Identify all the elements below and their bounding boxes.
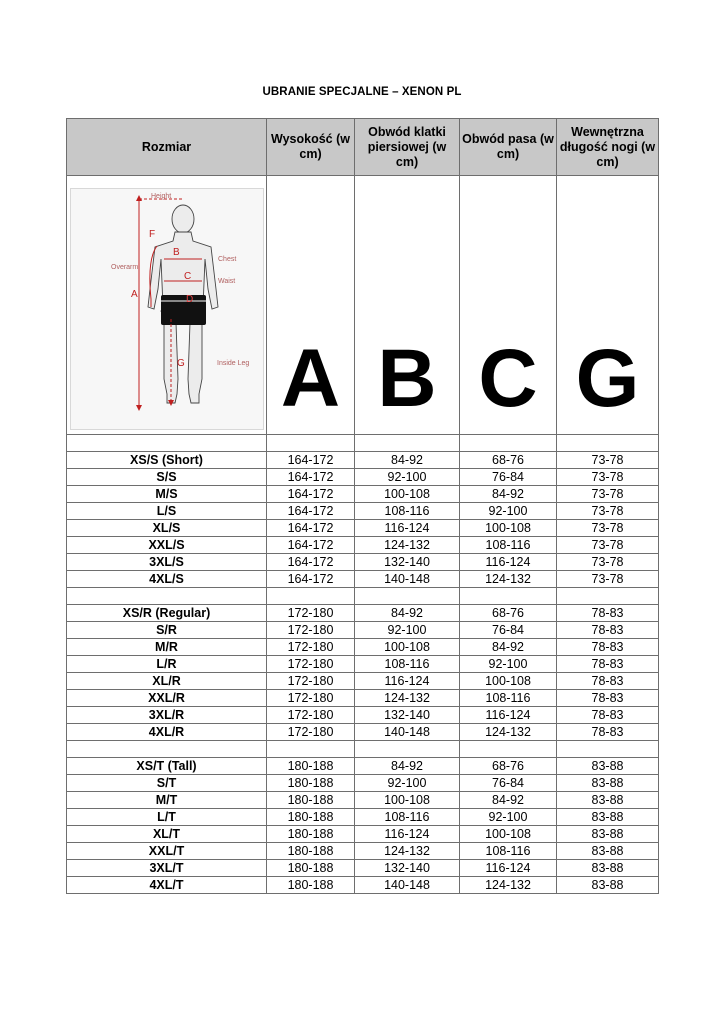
height-cell: 164-172 <box>267 452 355 469</box>
figure-label-inside-leg: Inside Leg <box>216 360 249 367</box>
size-cell: XXL/T <box>67 843 267 860</box>
size-cell: XS/S (Short) <box>67 452 267 469</box>
waist-cell: 124-132 <box>460 877 557 894</box>
chest-cell: 116-124 <box>355 520 460 537</box>
height-cell: 180-188 <box>267 775 355 792</box>
size-cell: XS/R (Regular) <box>67 605 267 622</box>
spacer-cell <box>267 435 355 452</box>
chest-cell: 92-100 <box>355 622 460 639</box>
header-waist: Obwód pasa (w cm) <box>460 119 557 176</box>
table-row <box>67 707 659 724</box>
spacer-cell <box>355 588 460 605</box>
figure-letter-f: F <box>148 229 155 240</box>
inside-leg-cell: 83-88 <box>557 758 659 775</box>
height-cell: 164-172 <box>267 486 355 503</box>
waist-cell: 108-116 <box>460 537 557 554</box>
chest-cell: 92-100 <box>355 469 460 486</box>
waist-cell: 108-116 <box>460 843 557 860</box>
size-cell: 4XL/T <box>67 877 267 894</box>
chest-cell: 108-116 <box>355 809 460 826</box>
body-figure-illustration <box>71 189 263 429</box>
waist-cell: 68-76 <box>460 758 557 775</box>
chest-cell: 84-92 <box>355 758 460 775</box>
big-letter-cell <box>267 176 355 435</box>
height-cell: 164-172 <box>267 503 355 520</box>
inside-leg-cell: 78-83 <box>557 656 659 673</box>
height-cell: 164-172 <box>267 571 355 588</box>
size-cell: 4XL/R <box>67 724 267 741</box>
spacer-row <box>67 741 659 758</box>
size-cell: XL/S <box>67 520 267 537</box>
measurement-diagram-row <box>67 176 659 435</box>
inside-leg-cell: 73-78 <box>557 503 659 520</box>
inside-leg-cell: 73-78 <box>557 469 659 486</box>
chest-cell: 84-92 <box>355 605 460 622</box>
chest-cell: 84-92 <box>355 452 460 469</box>
spacer-row <box>67 435 659 452</box>
size-cell: L/S <box>67 503 267 520</box>
waist-cell: 68-76 <box>460 605 557 622</box>
size-cell: M/T <box>67 792 267 809</box>
size-cell: 3XL/S <box>67 554 267 571</box>
figure-label-overarm: Overarm <box>110 264 138 271</box>
size-cell: L/R <box>67 656 267 673</box>
table-row <box>67 843 659 860</box>
spacer-cell <box>460 435 557 452</box>
spacer-cell <box>557 741 659 758</box>
inside-leg-cell: 73-78 <box>557 537 659 554</box>
height-cell: 172-180 <box>267 656 355 673</box>
inside-leg-cell: 73-78 <box>557 571 659 588</box>
inside-leg-cell: 83-88 <box>557 860 659 877</box>
height-cell: 180-188 <box>267 758 355 775</box>
waist-cell: 124-132 <box>460 571 557 588</box>
chest-cell: 100-108 <box>355 639 460 656</box>
height-cell: 180-188 <box>267 826 355 843</box>
spacer-cell <box>267 741 355 758</box>
inside-leg-cell: 83-88 <box>557 792 659 809</box>
waist-cell: 92-100 <box>460 809 557 826</box>
header-row <box>67 119 659 176</box>
waist-cell: 84-92 <box>460 792 557 809</box>
table-row <box>67 860 659 877</box>
waist-cell: 100-108 <box>460 520 557 537</box>
table-row <box>67 452 659 469</box>
size-cell: S/R <box>67 622 267 639</box>
spacer-cell <box>355 741 460 758</box>
height-cell: 164-172 <box>267 469 355 486</box>
size-cell: S/T <box>67 775 267 792</box>
table-row <box>67 503 659 520</box>
spacer-cell <box>67 588 267 605</box>
spacer-row <box>67 588 659 605</box>
inside-leg-cell: 78-83 <box>557 605 659 622</box>
big-letter-cell <box>460 176 557 435</box>
waist-cell: 116-124 <box>460 554 557 571</box>
waist-cell: 76-84 <box>460 775 557 792</box>
size-cell: 4XL/S <box>67 571 267 588</box>
spacer-cell <box>460 741 557 758</box>
inside-leg-cell: 83-88 <box>557 826 659 843</box>
figure-letter-c: C <box>183 271 191 282</box>
size-cell: XS/T (Tall) <box>67 758 267 775</box>
chest-cell: 100-108 <box>355 792 460 809</box>
chest-cell: 140-148 <box>355 877 460 894</box>
height-cell: 172-180 <box>267 605 355 622</box>
chest-cell: 108-116 <box>355 503 460 520</box>
waist-cell: 84-92 <box>460 639 557 656</box>
chest-cell: 140-148 <box>355 571 460 588</box>
table-row <box>67 826 659 843</box>
table-row <box>67 775 659 792</box>
height-cell: 180-188 <box>267 843 355 860</box>
height-cell: 172-180 <box>267 690 355 707</box>
waist-cell: 76-84 <box>460 469 557 486</box>
size-cell: L/T <box>67 809 267 826</box>
chest-cell: 124-132 <box>355 843 460 860</box>
inside-leg-cell: 73-78 <box>557 520 659 537</box>
spacer-cell <box>557 588 659 605</box>
inside-leg-cell: 73-78 <box>557 452 659 469</box>
chest-cell: 100-108 <box>355 486 460 503</box>
waist-cell: 116-124 <box>460 707 557 724</box>
height-cell: 180-188 <box>267 792 355 809</box>
chest-cell: 124-132 <box>355 537 460 554</box>
table-row <box>67 605 659 622</box>
size-cell: XL/T <box>67 826 267 843</box>
spacer-cell <box>355 435 460 452</box>
inside-leg-cell: 73-78 <box>557 486 659 503</box>
table-row <box>67 639 659 656</box>
table-row <box>67 690 659 707</box>
figure-letter-g: G <box>176 358 185 369</box>
height-cell: 180-188 <box>267 877 355 894</box>
chest-cell: 124-132 <box>355 690 460 707</box>
height-cell: 164-172 <box>267 520 355 537</box>
header-height: Wysokość (w cm) <box>267 119 355 176</box>
size-cell: M/S <box>67 486 267 503</box>
height-cell: 172-180 <box>267 724 355 741</box>
inside-leg-cell: 78-83 <box>557 690 659 707</box>
waist-cell: 100-108 <box>460 673 557 690</box>
inside-leg-cell: 78-83 <box>557 707 659 724</box>
big-letter-cell <box>557 176 659 435</box>
size-cell: 3XL/R <box>67 707 267 724</box>
height-cell: 164-172 <box>267 537 355 554</box>
header-chest: Obwód klatki piersiowej (w cm) <box>355 119 460 176</box>
height-cell: 164-172 <box>267 554 355 571</box>
inside-leg-cell: 83-88 <box>557 809 659 826</box>
table-row <box>67 673 659 690</box>
spacer-cell <box>67 435 267 452</box>
big-letter-b: B <box>377 333 437 424</box>
body-measurement-figure <box>70 188 264 430</box>
waist-cell: 68-76 <box>460 452 557 469</box>
spacer-cell <box>67 741 267 758</box>
document-title: UBRANIE SPECJALNE – XENON PL <box>262 86 462 98</box>
table-row <box>67 520 659 537</box>
table-row <box>67 486 659 503</box>
inside-leg-cell: 78-83 <box>557 724 659 741</box>
figure-letter-d: D <box>185 294 193 305</box>
table-row <box>67 809 659 826</box>
figure-letter-a: A <box>130 289 138 300</box>
size-table <box>66 118 659 894</box>
chest-cell: 132-140 <box>355 554 460 571</box>
big-letter-c: C <box>478 333 538 424</box>
waist-cell: 100-108 <box>460 826 557 843</box>
inside-leg-cell: 73-78 <box>557 554 659 571</box>
waist-cell: 124-132 <box>460 724 557 741</box>
height-cell: 172-180 <box>267 622 355 639</box>
table-row <box>67 537 659 554</box>
header-inside-leg: Wewnętrzna długość nogi (w cm) <box>557 119 659 176</box>
spacer-cell <box>460 588 557 605</box>
waist-cell: 92-100 <box>460 656 557 673</box>
chest-cell: 116-124 <box>355 673 460 690</box>
height-cell: 180-188 <box>267 809 355 826</box>
chest-cell: 132-140 <box>355 860 460 877</box>
waist-cell: 84-92 <box>460 486 557 503</box>
height-cell: 172-180 <box>267 707 355 724</box>
spacer-cell <box>557 435 659 452</box>
waist-cell: 92-100 <box>460 503 557 520</box>
inside-leg-cell: 83-88 <box>557 877 659 894</box>
big-letter-a: A <box>280 333 341 424</box>
waist-cell: 76-84 <box>460 622 557 639</box>
body-figure-cell <box>67 176 267 435</box>
table-row <box>67 877 659 894</box>
size-cell: M/R <box>67 639 267 656</box>
figure-label-chest: Chest <box>217 256 236 263</box>
figure-label-height: Height <box>150 193 171 200</box>
height-cell: 172-180 <box>267 673 355 690</box>
table-row <box>67 656 659 673</box>
size-cell: XL/R <box>67 673 267 690</box>
table-row <box>67 469 659 486</box>
table-row <box>67 554 659 571</box>
size-cell: S/S <box>67 469 267 486</box>
table-row <box>67 724 659 741</box>
inside-leg-cell: 83-88 <box>557 843 659 860</box>
figure-letter-b: B <box>172 247 180 258</box>
size-cell: XXL/R <box>67 690 267 707</box>
chest-cell: 92-100 <box>355 775 460 792</box>
figure-label-waist: Waist <box>217 278 235 285</box>
header-size: Rozmiar <box>67 119 267 176</box>
table-row <box>67 571 659 588</box>
chest-cell: 132-140 <box>355 707 460 724</box>
height-cell: 172-180 <box>267 639 355 656</box>
chest-cell: 116-124 <box>355 826 460 843</box>
spacer-cell <box>267 588 355 605</box>
inside-leg-cell: 83-88 <box>557 775 659 792</box>
inside-leg-cell: 78-83 <box>557 622 659 639</box>
big-letter-cell <box>355 176 460 435</box>
inside-leg-cell: 78-83 <box>557 673 659 690</box>
table-row <box>67 792 659 809</box>
waist-cell: 108-116 <box>460 690 557 707</box>
chest-cell: 108-116 <box>355 656 460 673</box>
waist-cell: 116-124 <box>460 860 557 877</box>
chest-cell: 140-148 <box>355 724 460 741</box>
big-letter-g: G <box>575 333 640 424</box>
size-cell: XXL/S <box>67 537 267 554</box>
size-cell: 3XL/T <box>67 860 267 877</box>
table-row <box>67 622 659 639</box>
inside-leg-cell: 78-83 <box>557 639 659 656</box>
table-row <box>67 758 659 775</box>
height-cell: 180-188 <box>267 860 355 877</box>
